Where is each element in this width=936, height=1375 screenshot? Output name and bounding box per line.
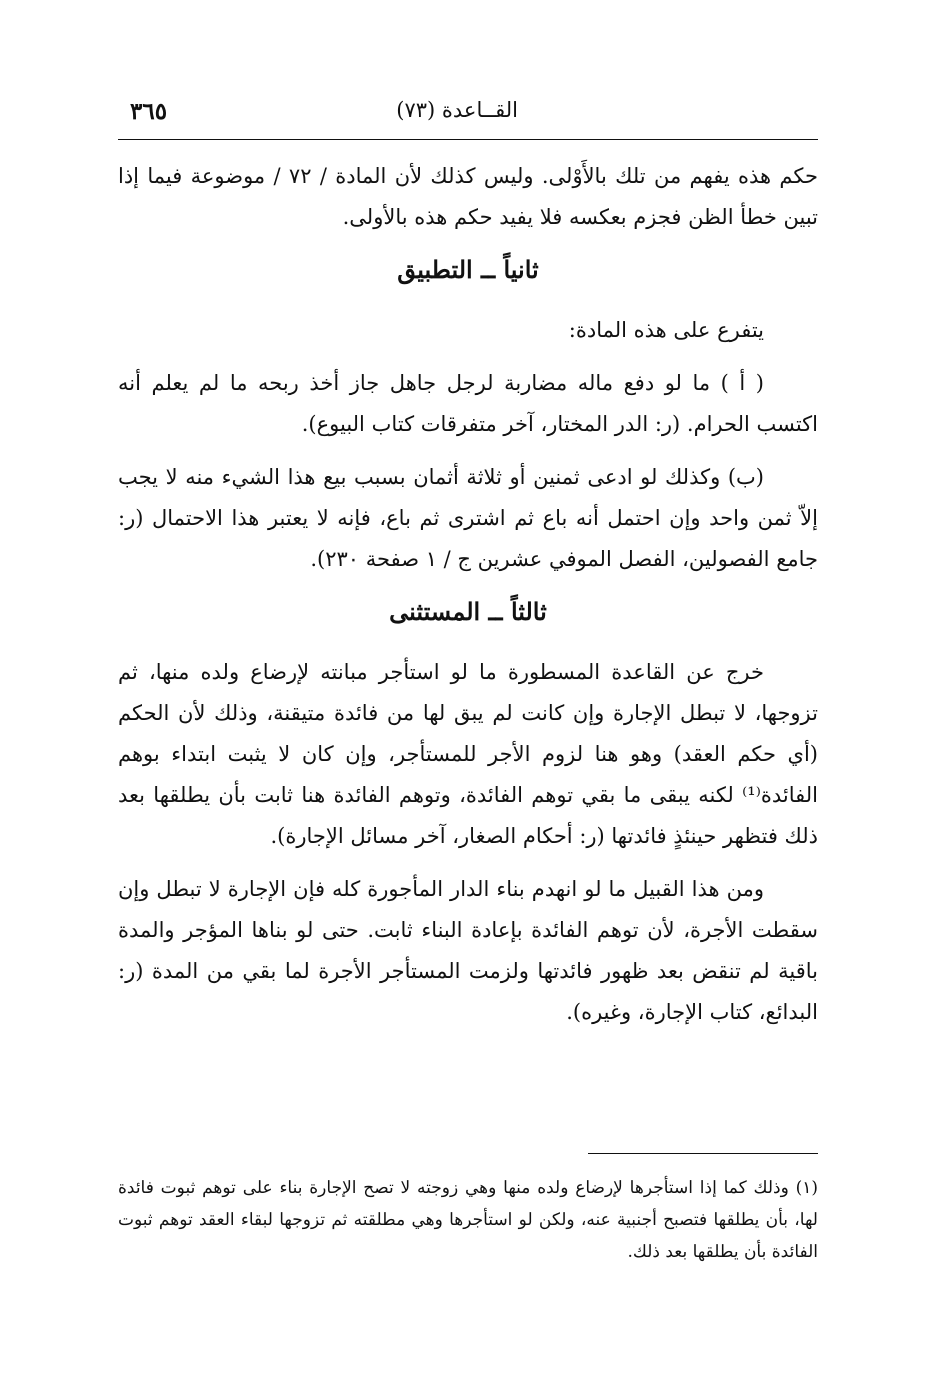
book-page	[118, 0, 818, 1375]
page-number: ٣٦٥	[130, 98, 168, 125]
heading-application: ثانياً ــ التطبيق	[397, 255, 539, 284]
footnote-divider	[588, 1153, 818, 1154]
item-b-paragraph: (ب) وكذلك لو ادعى ثمنين أو ثلاثة أثمان بسبب بيع هذا الشيء منه لا يجب إلاّ ثمن واحد وإن احتمل أنه باع ثم اشترى ثم باع، فإنه لا يعتبر هذا الاحتمال (ر: جامع الفصولين، الفصل الموفي عشرين ج / ١ صفحة ٢٣٠).	[118, 465, 818, 571]
intro-paragraph: حكم هذه يفهم من تلك بالأَوْلى. وليس كذلك لأن المادة / ٧٢ / موضوعة فيما إذا تبين خطأ الظن فجزم بعكسه فلا يفيد حكم هذه بالأولى.	[118, 164, 818, 229]
item-a-paragraph: ( أ ) ما لو دفع ماله مضاربة لرجل جاهل جاز أخذ ربحه ما لم يعلم أنه اكتسب الحرام. (ر: الدر المختار، آخر متفرقات كتاب البيوع).	[118, 371, 818, 436]
footnote: (١) وذلك كما إذا استأجرها لإرضاع ولده منها وهي زوجته لا تصح الإجارة بناء على توهم ثبوت فائدة لها، بأن يطلقها فتصبح أجنبية عنه، ولكن لو استأجرها وهي مطلقته ثم تزوجها لبقاء العقد توهم ثبوت الفائدة بأن يطلقها بعد ذلك.	[118, 1178, 818, 1262]
exception-paragraph-2: ومن هذا القبيل ما لو انهدم بناء الدار المأجورة كله فإن الإجارة لا تبطل وإن سقطت الأجرة، لأن توهم الفائدة بإعادة البناء ثابت. حتى لو بناها المؤجر والمدة باقية لم تنقض بعد ظهور فائدتها ولزمت المستأجر الأجرة لما بقي من المدة (ر: البدائع، كتاب الإجارة، وغيره).	[118, 877, 818, 1024]
running-header	[118, 92, 818, 132]
main-text	[118, 156, 818, 1045]
exception-paragraph-1: خرج عن القاعدة المسطورة ما لو استأجر مبانته لإرضاع ولده منها، ثم تزوجها، لا تبطل الإجارة وإن كانت لم يبق لها من فائدة متيقنة، وذلك لأن الحكم (أي حكم العقد) وهو هنا لزوم الأجر للمستأجر، وإن كان لا يثبت ابتداء بوهم الفائدة⁽¹⁾ لكنه يبقى ما بقي توهم الفائدة، وتوهم الفائدة هنا ثابت بأن يطلقها بعد ذلك فتظهر حينئذٍ فائدتها (ر: أحكام الصغار، آخر مسائل الإجارة).	[118, 660, 818, 848]
header-divider	[118, 139, 818, 140]
application-intro: يتفرع على هذه المادة:	[568, 318, 764, 342]
header-title: القــاعدة (٧٣)	[396, 98, 518, 122]
heading-exception: ثالثاً ــ المستثنى	[389, 597, 547, 626]
